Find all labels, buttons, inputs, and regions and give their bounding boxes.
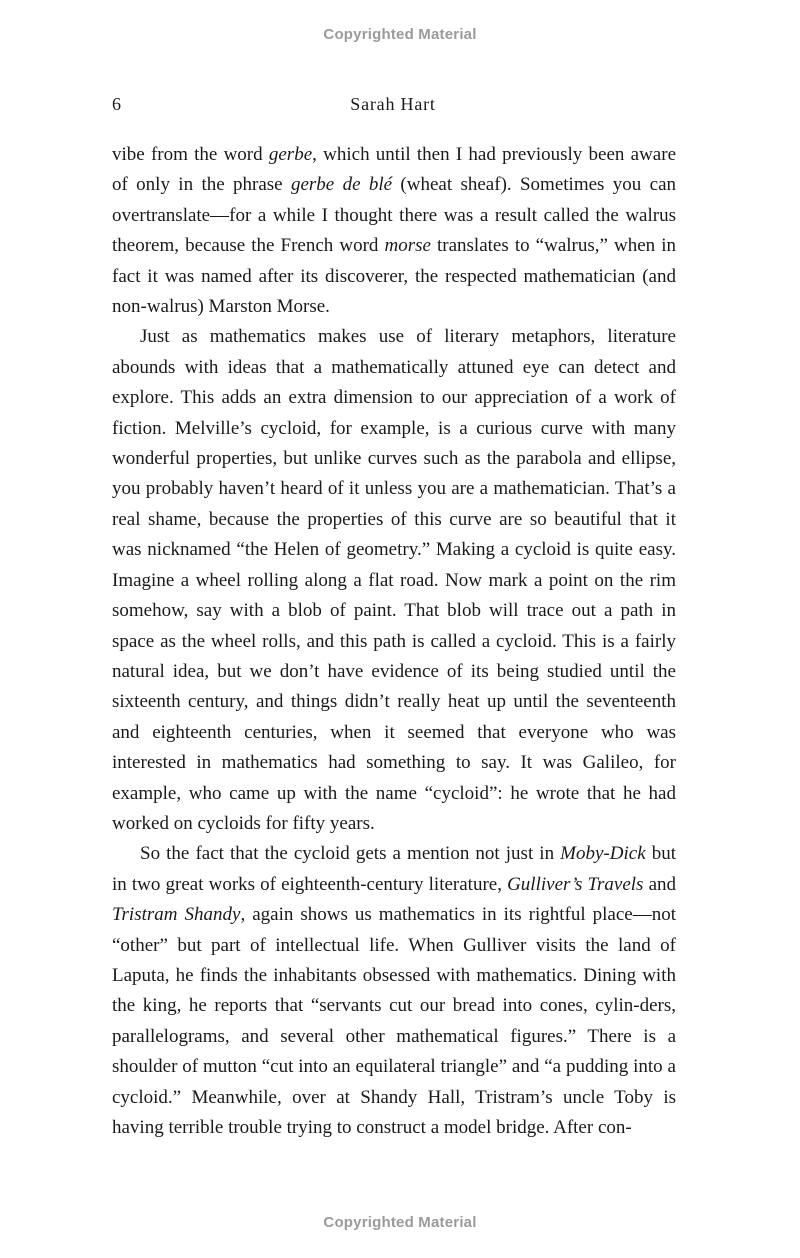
paragraph-text: Just as mathematics makes use of literary metaphors, literature abounds with ideas that a mathematically attuned eye can detect and explore. This adds an extra dimension to our appreciation of a work of fiction. Melville’s cycloid, for example, is a curious curve with many wonderful properties, but unlike curves such as the parabola and ellipse, you probably haven’t heard of it unless you are a mathematician. That’s a real shame, because the properties of this curve are so beautiful that it was nicknamed “the Helen of geometry.” Making a cycloid is quite easy. Imagine a wheel rolling along a flat road. Now mark a point on the rim somehow, say with a blob of paint. That blob will trace out a path in space as the wheel rolls, and this path is called a cycloid. This is a fairly natural idea, but we don’t have evidence of its being studied until the sixteenth century, and things didn’t really heat up until the seventeenth and eighteenth centuries, when it seemed that everyone who was interested in mathematics had something to say. It was Galileo, for example, who came up with the name “cycloid”: he wrote that he had worked on cycloids for fifty years. (112, 326, 676, 834)
paragraph (112, 322, 676, 839)
italic-title-text: Tristram Shandy (112, 904, 241, 926)
running-head (112, 94, 674, 120)
paragraph-text: translates to “walrus,” when in fact it was named after its discoverer, the respected mathematician (and non-walrus) Marston Morse. (112, 235, 676, 318)
copyright-watermark-top: Copyrighted Material (323, 26, 477, 43)
paragraph-text: (wheat sheaf). Sometimes you can overtranslate—for a while I thought there was a result called the walrus theorem, because the French word (112, 174, 677, 257)
paragraph-text: and (643, 873, 677, 895)
body-text (112, 140, 676, 1143)
paragraph-text: So the fact that the cycloid gets a mention not just in (140, 843, 561, 865)
italic-title-text: Moby-Dick (560, 843, 646, 865)
paragraph-text: , again shows us mathematics in its rightful place—not “other” but part of intellectual life. When Gulliver visits the land of Laputa, he finds the inhabitants obsessed with mathematics. Dining with the king, he reports that “servants cut our bread into cones, cylin-ders, parallelograms, and several other mathematical figures.” There is a shoulder of mutton “cut into an equilateral triangle” and “a pudding into a cycloid.” Meanwhile, over at Shandy Hall, Tristram’s uncle Toby is having terrible trouble trying to construct a model bridge. After con- (112, 904, 676, 1138)
paragraph-text: vibe from the word (112, 144, 269, 165)
paragraph-text: , which until then I had previously been aware of only in the phrase (112, 144, 676, 196)
italic-title-text: Gulliver’s Travels (507, 873, 644, 895)
italic-title-text: gerbe de blé (290, 174, 393, 196)
running-head-author: Sarah Hart (350, 94, 436, 114)
paragraph-text: but in two great works of eighteenth-century literature, (112, 843, 677, 895)
page-number: 6 (112, 94, 121, 114)
paragraph (112, 140, 676, 322)
copyright-watermark-bottom: Copyrighted Material (323, 1214, 477, 1231)
italic-title-text: gerbe (268, 144, 313, 165)
paragraph (112, 839, 676, 1143)
italic-title-text: morse (384, 235, 431, 257)
